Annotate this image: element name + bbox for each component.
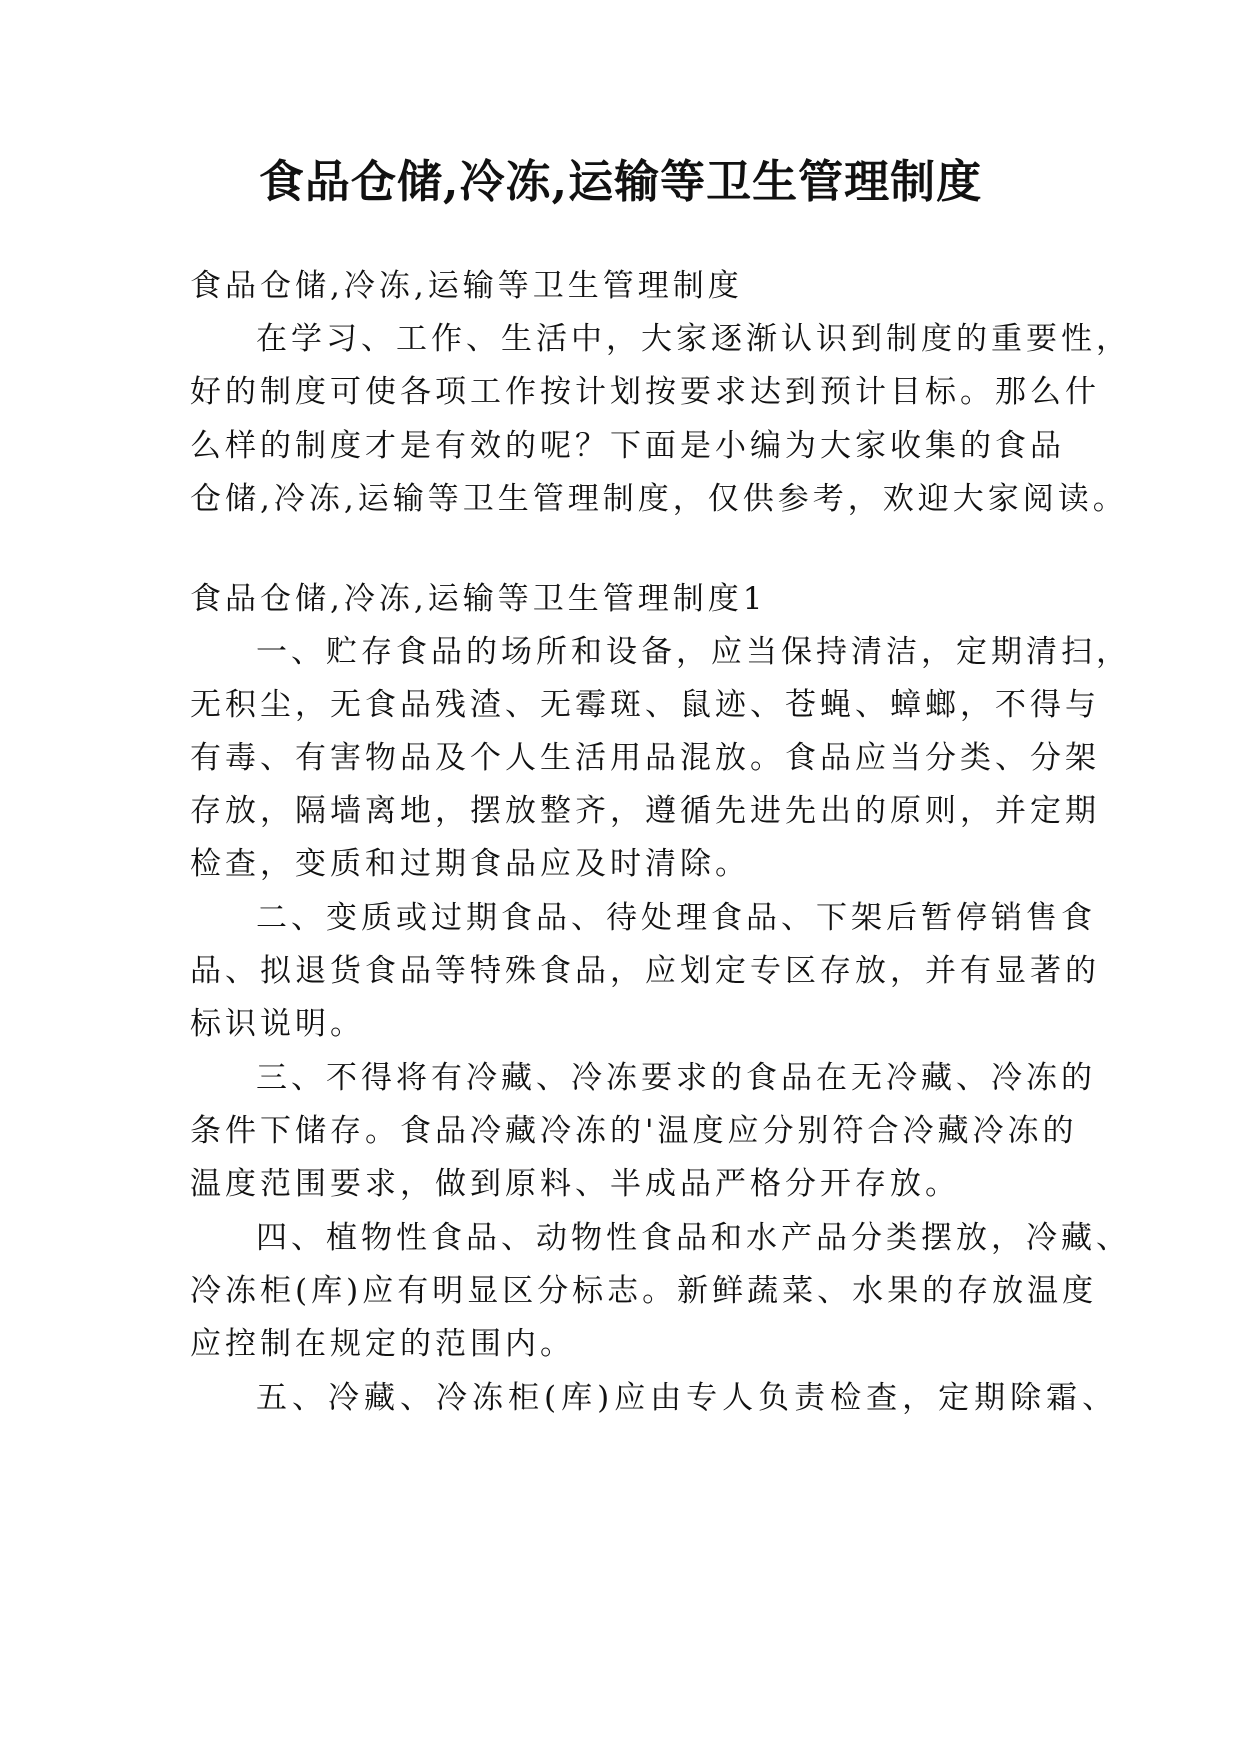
clause-line: 无积尘，无食品残渣、无霉斑、鼠迹、苍蝇、蟑螂，不得与 (190, 687, 1100, 723)
clause-line: 冷冻柜(库)应有明显区分标志。新鲜蔬菜、水果的存放温度 (190, 1273, 1098, 1309)
clause-line: 检查，变质和过期食品应及时清除。 (190, 846, 750, 882)
clause-line: 温度范围要求，做到原料、半成品严格分开存放。 (190, 1166, 960, 1202)
intro-line: 好的制度可使各项工作按计划按要求达到预计目标。那么什 (190, 374, 1100, 410)
clause-line: 三、不得将有冷藏、冷冻要求的食品在无冷藏、冷冻的 (256, 1060, 1096, 1096)
clause-line: 有毒、有害物品及个人生活用品混放。食品应当分类、分架 (190, 740, 1100, 776)
clause-line: 四、植物性食品、动物性食品和水产品分类摆放，冷藏、 (256, 1220, 1131, 1256)
clause-line: 存放，隔墙离地，摆放整齐，遵循先进先出的原则，并定期 (190, 793, 1100, 829)
document-heading: 食品仓储,冷冻,运输等卫生管理制度 (190, 268, 743, 304)
intro-line: 仓储,冷冻,运输等卫生管理制度，仅供参考，欢迎大家阅读。 (190, 481, 1128, 517)
clause-line: 品、拟退货食品等特殊食品，应划定专区存放，并有显著的 (190, 953, 1100, 989)
clause-line: 条件下储存。食品冷藏冷冻的'温度应分别符合冷藏冷冻的 (190, 1113, 1078, 1149)
clause-line: 五、冷藏、冷冻柜(库)应由专人负责检查，定期除霜、 (256, 1380, 1119, 1416)
clause-line: 二、变质或过期食品、待处理食品、下架后暂停销售食 (256, 900, 1096, 936)
clause-line: 标识说明。 (190, 1006, 365, 1042)
clause-line: 应控制在规定的范围内。 (190, 1326, 575, 1362)
clause-line: 一、贮存食品的场所和设备，应当保持清洁，定期清扫， (256, 634, 1131, 670)
section-heading: 食品仓储,冷冻,运输等卫生管理制度1 (190, 581, 767, 617)
intro-line: 么样的制度才是有效的呢？下面是小编为大家收集的食品 (190, 428, 1065, 464)
document-title: 食品仓储,冷冻,运输等卫生管理制度 (258, 155, 983, 208)
intro-line: 在学习、工作、生活中，大家逐渐认识到制度的重要性， (256, 321, 1131, 357)
